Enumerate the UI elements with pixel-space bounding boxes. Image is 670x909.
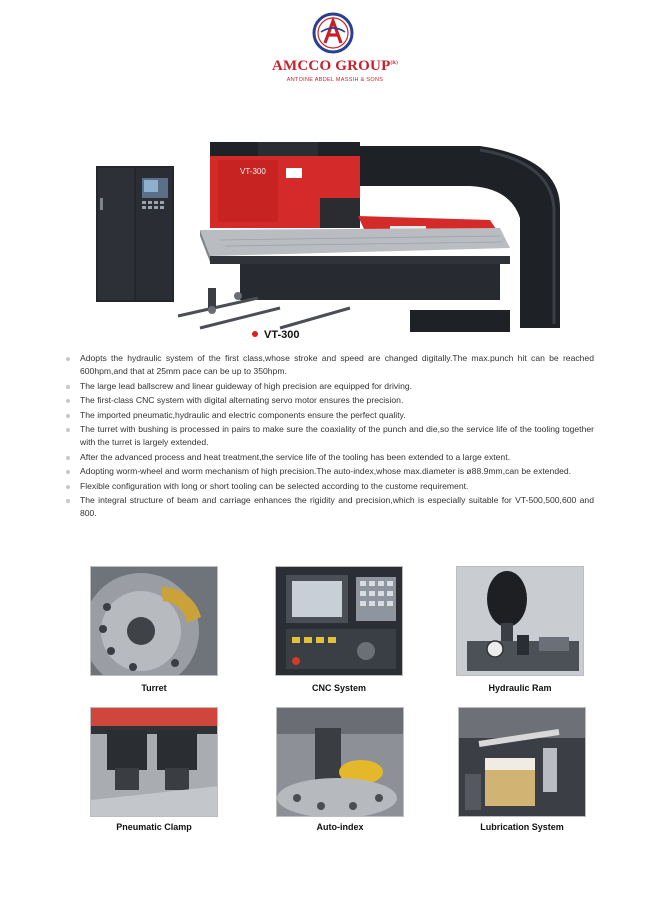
- turret-label: Turret: [141, 683, 167, 693]
- auto-index-photo: [276, 707, 404, 817]
- bullet-icon: [252, 331, 258, 337]
- svg-text:VT-300: VT-300: [240, 167, 266, 176]
- list-item: Flexible configuration with long or short tooling can be selected according to the custome requirement.: [66, 480, 594, 493]
- list-item: After the advanced process and heat treatment,the service life of the tooling has been extended to a large extent.: [66, 451, 594, 464]
- company-subtitle: ANTOINE ABDEL MASSIH & SONS: [286, 77, 384, 83]
- punch-press-illustration: [90, 138, 570, 336]
- cnc-system-label: CNC System: [311, 683, 367, 693]
- bullet-icon: [66, 470, 70, 474]
- list-item: Adopting worm-wheel and worm mechanism of high precision.The auto-index,whose max.diameter is ø88.9mm,can be extended.: [66, 465, 594, 478]
- bullet-icon: [66, 428, 70, 432]
- bullet-icon: [66, 499, 70, 503]
- list-item: The first-class CNC system with digital alternating servo motor ensures the precision.: [66, 394, 594, 407]
- hydraulic-ram-label: Hydraulic Ram: [488, 683, 552, 693]
- bullet-icon: [66, 399, 70, 403]
- bullet-icon: [66, 456, 70, 460]
- cnc-system-photo: [275, 566, 403, 676]
- pneumatic-clamp-label: Pneumatic Clamp: [116, 822, 192, 832]
- list-item: The integral structure of beam and carriage enhances the rigidity and precision,which is especially suitable for VT-500,500,600 and 800.: [66, 494, 594, 521]
- list-item: The turret with bushing is processed in pairs to make sure the coaxiality of the punch and die,so the service life of the tooling together with the turret is largely extended.: [66, 423, 594, 450]
- pneumatic-clamp-photo: [90, 707, 218, 817]
- bullet-icon: [66, 385, 70, 389]
- feature-list: [66, 352, 594, 522]
- bullet-icon: [66, 414, 70, 418]
- amcco-logo-icon: [312, 12, 354, 54]
- model-caption: VT-300: [252, 329, 299, 341]
- lubrication-system-label: Lubrication System: [480, 822, 564, 832]
- list-item: Adopts the hydraulic system of the first class,whose stroke and speed are changed digitally.The max.punch hit can be reached 600hpm,and that at 25mm pace can be up to 350hpm.: [66, 352, 594, 379]
- list-item: The large lead ballscrew and linear guideway of high precision are equipped for driving.: [66, 380, 594, 393]
- company-name: AMCCO $GROUP^{(R)}$: [272, 58, 398, 74]
- auto-index-label: Auto-index: [316, 822, 364, 832]
- company-logo: [270, 12, 400, 82]
- hydraulic-ram-photo: [456, 566, 584, 676]
- turret-photo: [90, 566, 218, 676]
- bullet-icon: [66, 357, 70, 361]
- bullet-icon: [66, 485, 70, 489]
- lubrication-system-photo: [458, 707, 586, 817]
- list-item: The imported pneumatic,hydraulic and electric components ensure the perfect quality.: [66, 409, 594, 422]
